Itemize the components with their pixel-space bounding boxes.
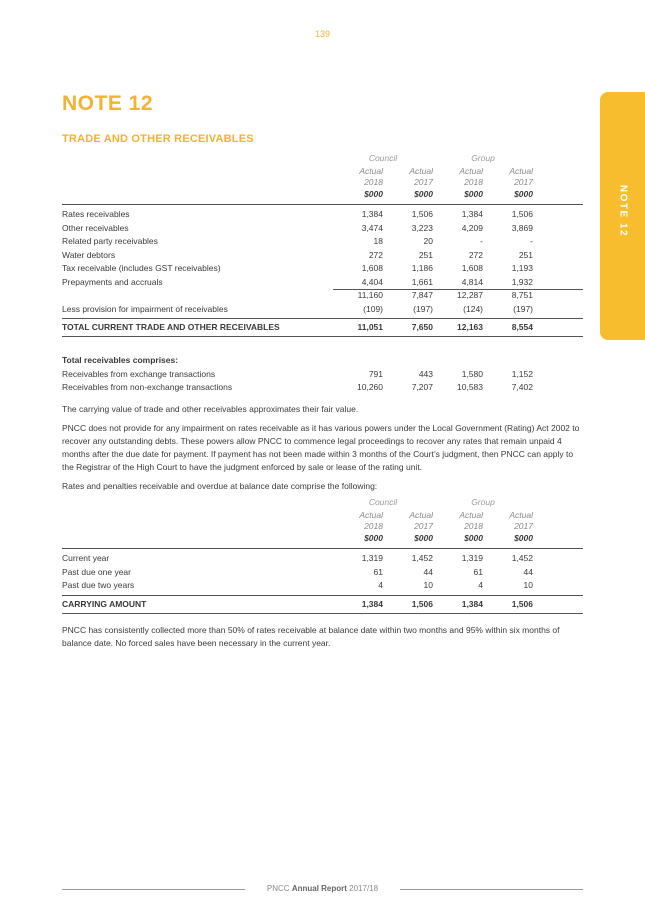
page-title: NOTE 12 bbox=[62, 92, 154, 115]
col-header-year: 2018 bbox=[364, 521, 383, 531]
col-header-year: 2018 bbox=[364, 177, 383, 187]
col-header-unit: $000 bbox=[364, 189, 383, 199]
table-header bbox=[62, 497, 583, 551]
table-row: Related party receivables 18 20 - - bbox=[62, 236, 533, 246]
table-row: Water debtors 272 251 272 251 bbox=[62, 249, 533, 260]
total-row: CARRYING AMOUNT 1,384 1,506 1,384 1,506 bbox=[62, 598, 533, 609]
col-header-actual: Actual bbox=[509, 510, 533, 520]
col-header-year: 2018 bbox=[464, 521, 483, 531]
col-header-actual: Actual bbox=[459, 510, 483, 520]
table-row: Tax receivable (includes GST receivables) 1,608 1,186 1,608 1,193 bbox=[62, 263, 533, 273]
col-header-actual: Actual bbox=[409, 166, 433, 176]
paragraph: PNCC does not provide for any impairment on rates receivable as it has various powers under the Local Government (Rating) Act 2002 to recover any outstanding debts. These powers allow PNCC to commence legal proceedings to recover any rates that remain unpaid 4 months after the due date for payment. If payment has not been made within 3 months of the Court’s judgment, then PNCC can apply to the Registrar of the High Court to have the judgment enforced by sale or lease of the rating unit. bbox=[62, 423, 580, 472]
paragraph: The carrying value of trade and other receivables approximates their fair value. bbox=[62, 404, 359, 414]
col-header-year: 2017 bbox=[414, 521, 433, 531]
col-header-unit: $000 bbox=[364, 533, 383, 543]
table-row: Past due two years 4 10 4 10 bbox=[62, 580, 533, 590]
provision-row: Less provision for impairment of receivables (109) (197) (124) (197) bbox=[62, 303, 533, 314]
paragraph: PNCC has consistently collected more than 50% of rates receivable at balance date within two months and 95% within six months of balance date. No forced sales have been necessary in the current year. bbox=[62, 625, 560, 648]
subtotal-row: 11,160 7,847 12,287 8,751 bbox=[357, 290, 533, 300]
col-header-actual: Actual bbox=[359, 510, 383, 520]
table-row: Receivables from non-exchange transactions 10,260 7,207 10,583 7,402 bbox=[62, 382, 533, 392]
table-row: Past due one year 61 44 61 44 bbox=[62, 566, 533, 577]
rates-table bbox=[62, 497, 583, 614]
group-header-group: Group bbox=[471, 153, 495, 163]
section-title: TRADE AND OTHER RECEIVABLES bbox=[62, 133, 254, 145]
col-header-year: 2018 bbox=[464, 177, 483, 187]
table-row: Receivables from exchange transactions 791 443 1,580 1,152 bbox=[62, 368, 533, 379]
comprises-heading: Total receivables comprises: bbox=[62, 355, 179, 365]
table-row: Other receivables 3,474 3,223 4,209 3,869 bbox=[62, 222, 533, 233]
paragraph: Rates and penalties receivable and overdue at balance date comprise the following: bbox=[62, 481, 378, 491]
table-row: Prepayments and accruals 4,404 1,661 4,814 1,932 bbox=[62, 276, 533, 287]
group-header-council: Council bbox=[368, 497, 398, 507]
table-row: Rates receivables 1,384 1,506 1,384 1,506 bbox=[62, 209, 533, 219]
table-row: Current year 1,319 1,452 1,319 1,452 bbox=[62, 553, 533, 563]
col-header-actual: Actual bbox=[459, 166, 483, 176]
col-header-unit: $000 bbox=[514, 189, 533, 199]
col-header-unit: $000 bbox=[464, 189, 483, 199]
table-header bbox=[62, 153, 583, 207]
col-header-unit: $000 bbox=[414, 189, 433, 199]
side-tab bbox=[600, 92, 645, 340]
footer-report: Annual Report bbox=[291, 884, 347, 893]
col-header-year: 2017 bbox=[514, 177, 533, 187]
col-header-year: 2017 bbox=[514, 521, 533, 531]
col-header-actual: Actual bbox=[359, 166, 383, 176]
footer-year: 2017/18 bbox=[349, 884, 379, 893]
side-tab-label: NOTE 12 bbox=[617, 184, 628, 238]
col-header-year: 2017 bbox=[414, 177, 433, 187]
col-header-actual: Actual bbox=[509, 166, 533, 176]
col-header-unit: $000 bbox=[414, 533, 433, 543]
group-header-council: Council bbox=[368, 153, 398, 163]
page-number: 139 bbox=[314, 29, 331, 39]
col-header-unit: $000 bbox=[464, 533, 483, 543]
footer bbox=[0, 882, 645, 896]
footer-org: PNCC bbox=[266, 884, 290, 893]
col-header-actual: Actual bbox=[409, 510, 433, 520]
receivables-table bbox=[62, 153, 583, 395]
group-header-group: Group bbox=[471, 497, 495, 507]
total-row: TOTAL CURRENT TRADE AND OTHER RECEIVABLES 11,051 7,650 12,163 8,554 bbox=[62, 322, 533, 332]
col-header-unit: $000 bbox=[514, 533, 533, 543]
